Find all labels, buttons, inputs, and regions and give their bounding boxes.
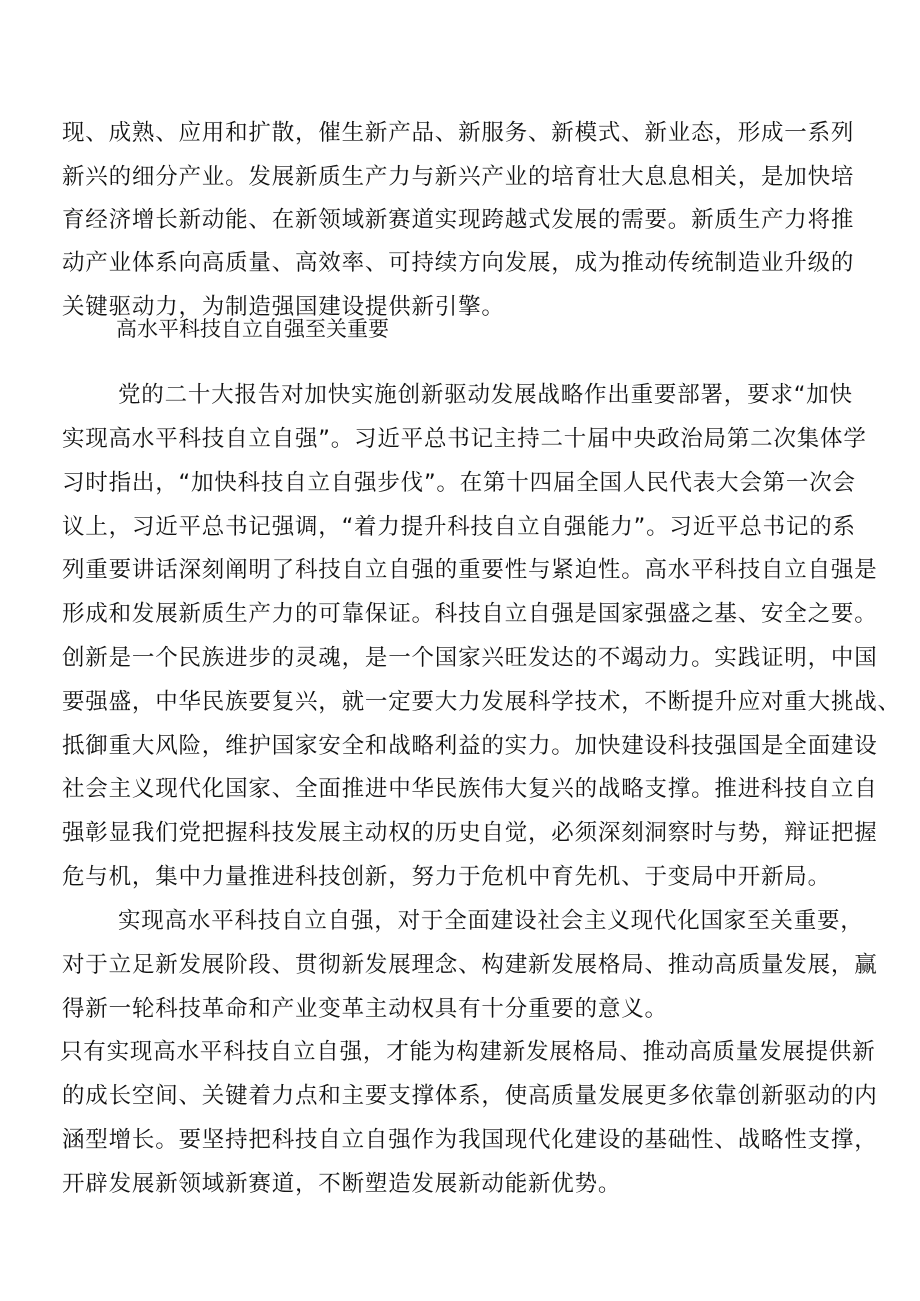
paragraph-line: 党的二十大报告对加快实施创新驱动发展战略作出重要部署，要求“加快	[118, 381, 853, 408]
intro-line: 新兴的细分产业。发展新质生产力与新兴产业的培育壮大息息相关，是加快培	[62, 163, 855, 190]
paragraph-line: 得新一轮科技革命和产业变革主动权具有十分重要的意义。	[62, 995, 668, 1022]
intro-line: 现、成熟、应用和扩散，催生新产品、新服务、新模式、新业态，形成一系列	[62, 119, 855, 146]
paragraph-line: 习时指出，“加快科技自立自强步伐”。在第十四届全国人民代表大会第一次会	[62, 469, 856, 496]
paragraph-line: 要强盛，中华民族要复兴，就一定要大力发展科学技术，不断提升应对重大挑战、	[62, 688, 901, 715]
section-heading: 高水平科技自立自强至关重要	[116, 317, 389, 341]
intro-line: 动产业体系向高质量、高效率、可持续方向发展，成为推动传统制造业升级的	[62, 249, 855, 276]
paragraph-line: 实现高水平科技自立自强”。习近平总书记主持二十届中央政治局第二次集体学	[62, 425, 867, 452]
paragraph-line: 的成长空间、关键着力点和主要支撑体系，使高质量发展更多依靠创新驱动的内	[62, 1082, 878, 1109]
intro-line: 育经济增长新动能、在新领域新赛道实现跨越式发展的需要。新质生产力将推	[62, 206, 855, 233]
paragraph-line: 实现高水平科技自立自强，对于全面建设社会主义现代化国家至关重要，	[118, 907, 864, 934]
paragraph-line: 议上，习近平总书记强调，“着力提升科技自立自强能力”。习近平总书记的系	[62, 513, 856, 540]
paragraph-line: 只有实现高水平科技自立自强，才能为构建新发展格局、推动高质量发展提供新	[60, 1038, 876, 1065]
paragraph-line: 创新是一个民族进步的灵魂，是一个国家兴旺发达的不竭动力。实践证明，中国	[62, 644, 878, 671]
paragraph-line: 列重要讲话深刻阐明了科技自立自强的重要性与紧迫性。高水平科技自立自强是	[62, 556, 878, 583]
intro-line: 关键驱动力，为制造强国建设提供新引擎。	[62, 293, 505, 320]
paragraph-line: 抵御重大风险，维护国家安全和战略利益的实力。加快建设科技强国是全面建设	[62, 732, 878, 759]
paragraph-line: 对于立足新发展阶段、贯彻新发展理念、构建新发展格局、推动高质量发展，赢	[62, 951, 878, 978]
paragraph-line: 社会主义现代化国家、全面推进中华民族伟大复兴的战略支撑。推进科技自立自	[62, 775, 878, 802]
paragraph-line: 强彰显我们党把握科技发展主动权的历史自觉，必须深刻洞察时与势，辩证把握	[62, 819, 878, 846]
paragraph-line: 形成和发展新质生产力的可靠保证。科技自立自强是国家强盛之基、安全之要。	[62, 600, 878, 627]
paragraph-line: 开辟发展新领域新赛道，不断塑造发展新动能新优势。	[62, 1170, 622, 1197]
paragraph-line: 危与机，集中力量推进科技创新，努力于危机中育先机、于变局中开新局。	[62, 863, 831, 890]
paragraph-line: 涵型增长。要坚持把科技自立自强作为我国现代化建设的基础性、战略性支撑，	[62, 1126, 878, 1153]
